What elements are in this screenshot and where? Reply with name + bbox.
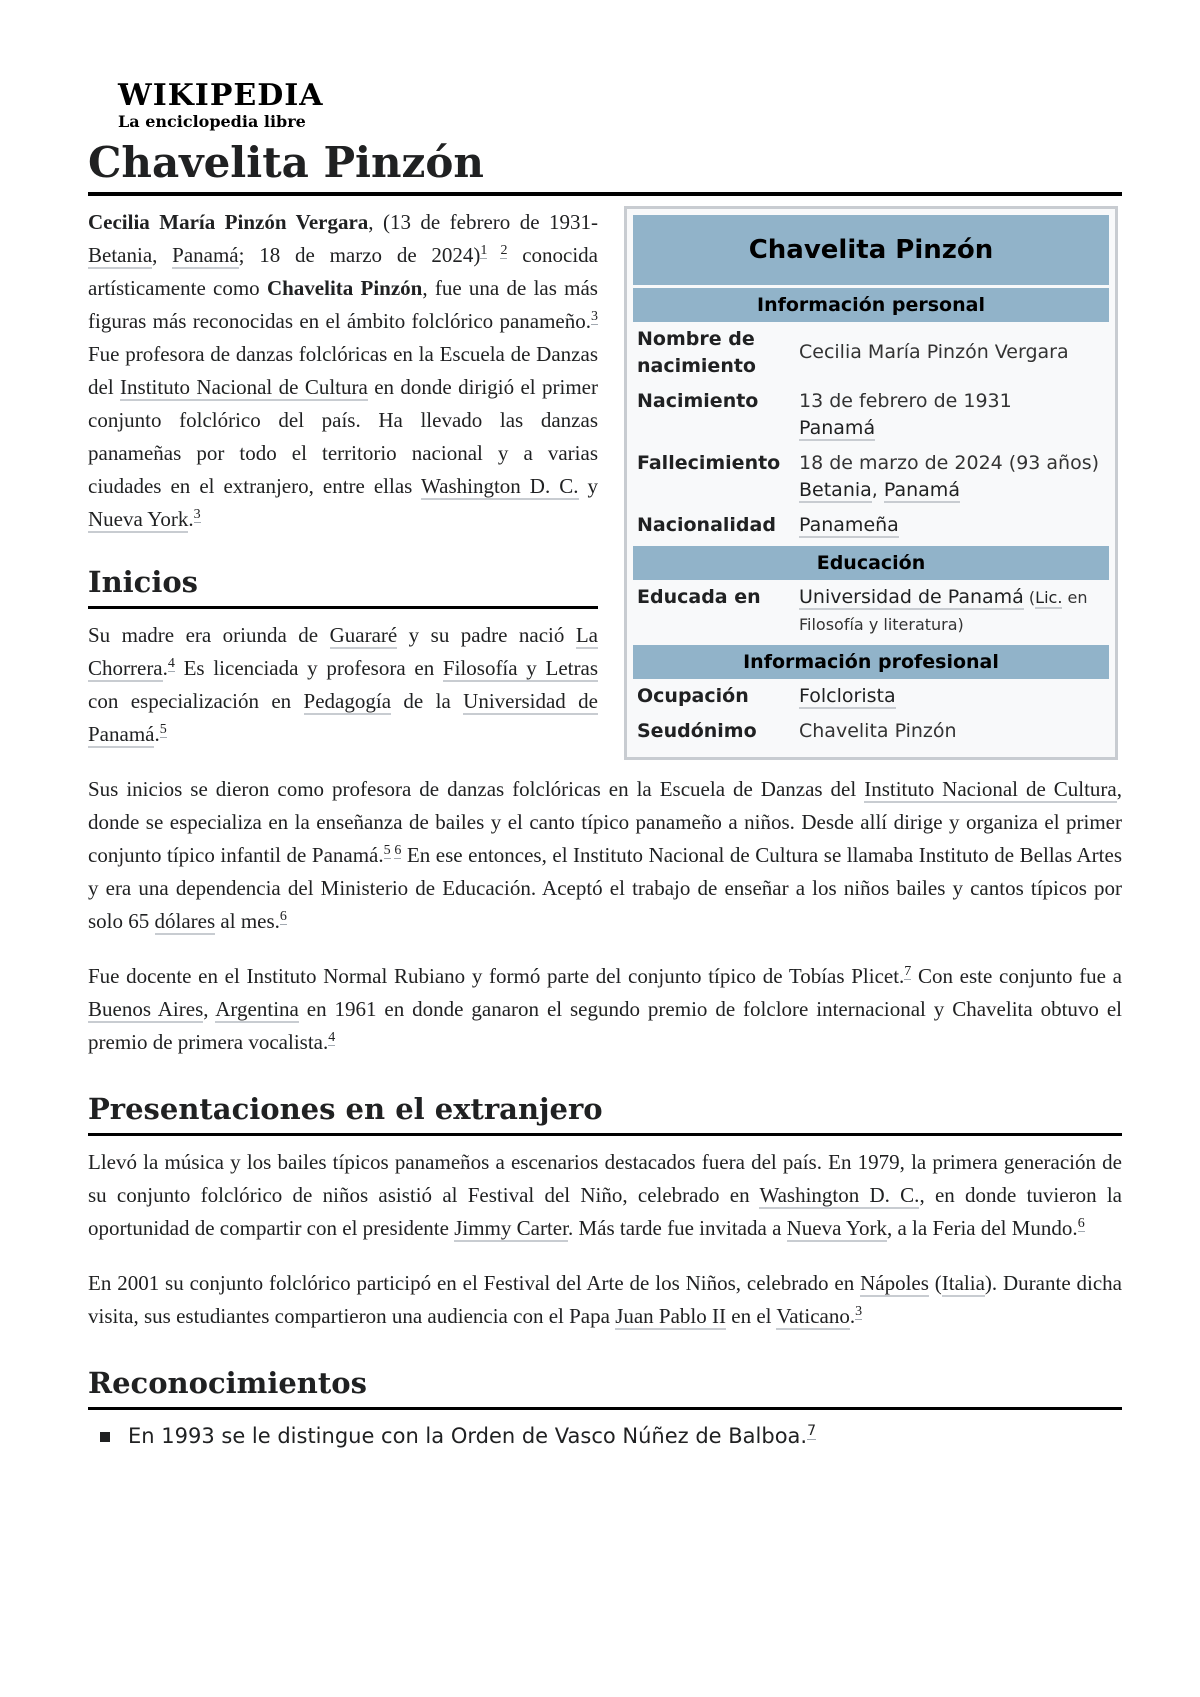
text: ; 18 de marzo de 2024) [238, 243, 481, 267]
link-washington[interactable]: Washington D. C. [759, 1183, 920, 1207]
infobox-value [799, 584, 1109, 638]
link-washington[interactable]: Washington D. C. [420, 474, 579, 498]
full-name: Cecilia María Pinzón Vergara [88, 210, 369, 234]
link-filosofia[interactable]: Filosofía y Letras [442, 656, 598, 680]
text: al mes. [215, 909, 280, 933]
text: En 2001 su conjunto folclórico participó en el Festival del Arte de los Niños, celebrado en [88, 1271, 861, 1295]
bullet-icon [100, 1432, 110, 1442]
infobox-header-personal: Información personal [633, 288, 1109, 322]
article-page [88, 80, 1122, 1452]
infobox [624, 206, 1118, 760]
ref-number: 6 [1077, 1216, 1085, 1231]
section-heading-reconocimientos: Reconocimientos [88, 1363, 1122, 1410]
link-universidad-de-panama[interactable]: Universidad de Panamá [799, 586, 1024, 608]
list-item [88, 1420, 1122, 1452]
link-buenos-aires[interactable]: Buenos Aires [88, 997, 204, 1021]
text: Su madre era oriunda de [88, 623, 330, 647]
text: en Filosofía y literatura) [799, 588, 1088, 634]
ref-2[interactable] [487, 243, 507, 259]
ref-number: 1 [480, 243, 488, 258]
infobox-value [799, 683, 1109, 710]
list-item-text: En 1993 se le distingue con la Orden de Vasco Núñez de Balboa. [128, 1424, 808, 1448]
text: , donde se especializa en la enseñanza de bailes y el canto típico panameño a niños. Desde allí dirige y organiza el primer conjunto típico infantil de Panamá. [88, 777, 1122, 867]
infobox-row-nacimiento [633, 384, 1109, 446]
section-reconocimientos [88, 1363, 1122, 1452]
stage-name: Chavelita Pinzón [266, 276, 423, 300]
ref-3[interactable] [855, 1304, 862, 1320]
text: , en donde tuvieron la oportunidad de compartir con el presidente [88, 1183, 1122, 1240]
extranjero-paragraph-2 [88, 1267, 1122, 1333]
text: Sus inicios se dieron como profesora de danzas folclóricas en la Escuela de Danzas del [88, 777, 865, 801]
inicios-paragraph-3 [88, 960, 1122, 1059]
ref-number: 4 [328, 1030, 336, 1045]
link-napoles[interactable]: Nápoles [860, 1271, 929, 1295]
infobox-title: Chavelita Pinzón [633, 215, 1109, 285]
infobox-row-nacionalidad [633, 508, 1109, 543]
infobox-label: Educada en [637, 586, 761, 608]
link-italia[interactable]: Italia [941, 1271, 985, 1295]
ref-number: 2 [500, 243, 508, 258]
infobox-label: Nacimiento [637, 390, 759, 412]
logo-tagline: La enciclopedia libre [118, 112, 306, 131]
text: , (13 de febrero de 1931- [368, 210, 598, 234]
infobox-header-education: Educación [633, 546, 1109, 580]
ref-number: 3 [855, 1304, 863, 1319]
ref-6[interactable] [1078, 1216, 1085, 1232]
link-jimmy-carter[interactable]: Jimmy Carter [454, 1216, 568, 1240]
ref-number: 5 [383, 843, 391, 858]
text: en 1961 en donde ganaron el segundo premio de folclore internacional y Chavelita obtuvo el premio de primera vocalista. [88, 997, 1123, 1054]
text: En ese entonces, el Instituto Nacional de Cultura se llamaba Instituto de Bellas Artes y era una dependencia del Ministerio de Educación. Aceptó el trabajo de enseñar a los niños bailes y cantos típicos por solo 65 [88, 843, 1123, 933]
ref-7[interactable] [807, 1423, 816, 1440]
text: Fue profesora de danzas folclóricas en la Escuela de Danzas del [88, 342, 598, 399]
extranjero-paragraph-1 [88, 1146, 1122, 1245]
infobox-label: Fallecimiento [637, 452, 781, 474]
link-la-chorrera[interactable]: La Chorrera [88, 623, 598, 680]
text: en donde dirigió el primer conjunto folclórico del país. Ha llevado las danzas panameñas por todo el territorio nacional y a varias ciudades en el extranjero, entre ellas [88, 375, 598, 498]
infobox-value: Chavelita Pinzón [799, 720, 957, 742]
inicios-continued [88, 773, 1122, 1059]
text: en el [726, 1304, 777, 1328]
ref-3[interactable] [591, 309, 598, 325]
lead-paragraph-container [88, 206, 598, 751]
infobox-row-seudonimo [633, 714, 1109, 749]
wikipedia-logo[interactable] [118, 80, 1122, 132]
ref-number: 7 [807, 1423, 817, 1439]
infobox-header-professional: Información profesional [633, 645, 1109, 679]
lead-paragraph [88, 206, 598, 536]
link-nueva-york[interactable]: Nueva York [88, 507, 189, 531]
link-universidad-de-panama[interactable]: Universidad de Panamá [88, 689, 598, 746]
infobox-value [799, 388, 1109, 442]
infobox-label: Nombre de nacimiento [637, 328, 756, 377]
death-date: 18 de marzo de 2024 (93 años) [799, 452, 1100, 474]
link-vaticano[interactable]: Vaticano [776, 1304, 850, 1328]
ref-4[interactable] [168, 656, 175, 672]
text: . Más tarde fue invitada a [567, 1216, 787, 1240]
text: , [871, 479, 884, 501]
link-dolares[interactable]: dólares [154, 909, 216, 933]
section-extranjero [88, 1089, 1122, 1333]
text: Con este conjunto fue a [911, 964, 1122, 988]
link-juan-pablo-ii[interactable]: Juan Pablo II [615, 1304, 727, 1328]
ref-4[interactable] [328, 1030, 335, 1046]
infobox-label: Seudónimo [637, 720, 757, 742]
reconocimientos-list [88, 1420, 1122, 1452]
ref-number: 7 [904, 964, 912, 979]
ref-3[interactable] [194, 507, 201, 523]
text: y [578, 474, 599, 498]
lead-area [88, 206, 1122, 751]
text: ( [928, 1271, 942, 1295]
ref-number: 6 [279, 909, 287, 924]
infobox-row-educada [633, 580, 1109, 642]
infobox-label: Nacionalidad [637, 514, 776, 536]
ref-5[interactable] [160, 722, 167, 738]
text: . [188, 507, 194, 531]
section-heading-inicios: Inicios [88, 562, 598, 609]
infobox-row-ocupacion [633, 679, 1109, 714]
text: conocida artísticamente como [88, 243, 598, 300]
text: . [154, 722, 160, 746]
page-title: Chavelita Pinzón [88, 134, 1122, 196]
infobox-value [799, 450, 1109, 504]
link-instituto-nacional-de-cultura[interactable]: Instituto Nacional de Cultura [864, 777, 1117, 801]
inicios-paragraph-1 [88, 619, 598, 751]
link-lic[interactable]: Lic. [1035, 588, 1063, 607]
link-instituto-nacional-de-cultura[interactable]: Instituto Nacional de Cultura [120, 375, 368, 399]
link-betania[interactable]: Betania [88, 243, 153, 267]
text: ( [1023, 588, 1036, 607]
ref-number: 3 [591, 309, 598, 324]
text: . [162, 656, 168, 680]
text: con especialización en [88, 689, 304, 713]
ref-5[interactable] [384, 843, 391, 859]
birth-name: Cecilia María Pinzón Vergara [799, 341, 1069, 363]
section-inicios [88, 562, 598, 751]
link-panama[interactable]: Panamá [883, 479, 960, 501]
logo-wordmark: WIKIPEDIA [118, 78, 324, 113]
ref-number: 6 [394, 843, 402, 858]
ref-number: 5 [159, 722, 167, 737]
link-betania[interactable]: Betania [799, 479, 872, 501]
text: , a la Feria del Mundo. [886, 1216, 1078, 1240]
link-panamena[interactable]: Panameña [799, 514, 899, 536]
infobox-value [799, 512, 1109, 539]
link-folclorista[interactable]: Folclorista [799, 685, 896, 707]
link-nueva-york[interactable]: Nueva York [786, 1216, 887, 1240]
inicios-paragraph-2 [88, 773, 1122, 938]
infobox-label: Ocupación [637, 685, 749, 707]
ref-number: 4 [167, 656, 175, 671]
text: , [152, 243, 173, 267]
text: Es licenciada y profesora en [174, 656, 443, 680]
text: , fue una de las más figuras más reconocidas en el ámbito folclórico panameño. [88, 276, 598, 333]
ref-number: 3 [193, 507, 201, 522]
text: , [203, 997, 216, 1021]
link-panama[interactable]: Panamá [172, 243, 239, 267]
link-pedagogia[interactable]: Pedagogía [303, 689, 392, 713]
birth-date: 13 de febrero de 1931 [799, 390, 1012, 412]
ref-6[interactable] [391, 843, 402, 859]
text: ). Durante dicha visita, sus estudiantes compartieron una audiencia con el Papa [88, 1271, 1122, 1328]
ref-6[interactable] [280, 909, 287, 925]
text: . [849, 1304, 856, 1328]
infobox-row-fallecimiento [633, 446, 1109, 508]
text: Llevó la música y los bailes típicos panameños a escenarios destacados fuera del país. En 1979, la primera generación de su conjunto folclórico de niños asistió al Festival del Niño, celebrado en [88, 1150, 1122, 1207]
text: Fue docente en el Instituto Normal Rubiano y formó parte del conjunto típico de Tobías Plicet. [88, 964, 905, 988]
infobox-row-nombre [633, 322, 1109, 384]
infobox-value [799, 326, 1109, 380]
link-argentina[interactable]: Argentina [215, 997, 299, 1021]
text: de la [391, 689, 464, 713]
link-panama[interactable]: Panamá [799, 417, 876, 439]
link-guarare[interactable]: Guararé [329, 623, 398, 647]
section-heading-extranjero: Presentaciones en el extranjero [88, 1089, 1122, 1136]
text: y su padre nació [397, 623, 576, 647]
